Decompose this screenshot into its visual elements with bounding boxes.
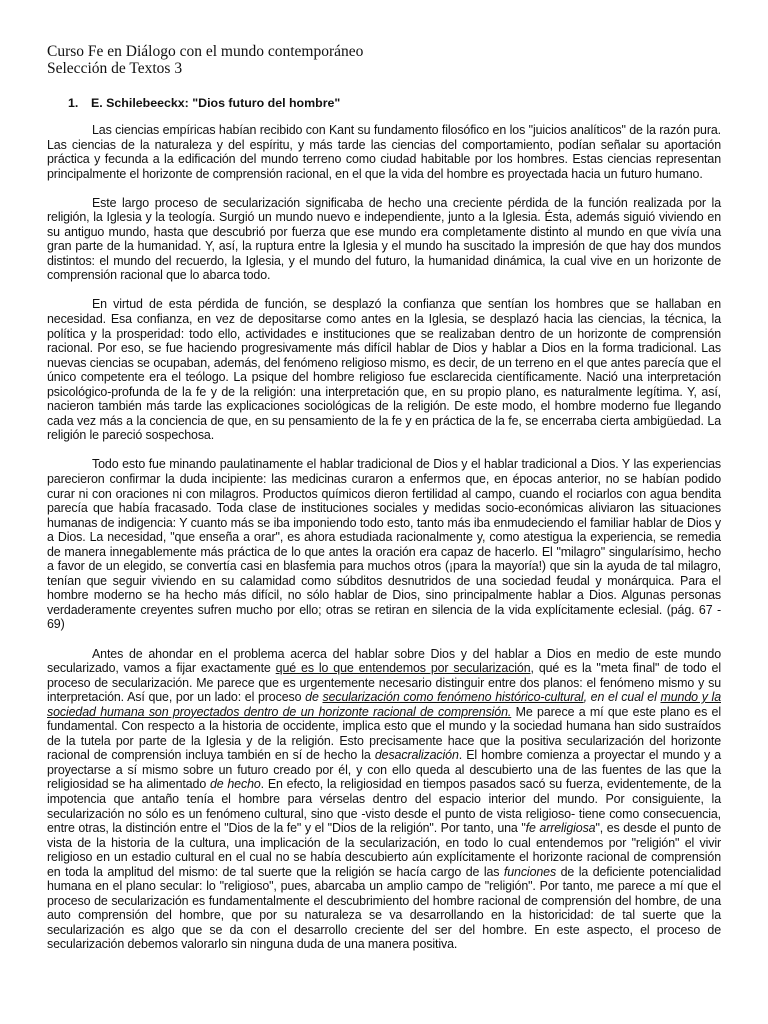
paragraph-2: Este largo proceso de secularización significaba de hecho una creciente pérdida de la función realizada por la religión, la Iglesia y la teología. Surgió un mundo nuevo e independiente, junto a la Iglesia. Ésta, además siguió viviendo en su antiguo mundo, hasta que descubrió por fuerza que ese mundo era completamente distinto al mundo en que vivía una gran parte de la humanidad. Y, así, la ruptura entre la Iglesia y el mundo ha suscitado la impresión de que hay dos mundos distintos: el mundo del recuerdo, la Iglesia, y el mundo del futuro, la humanidad dinámica, la cual vive en un horizonte de comprensión racional que lo abarca todo. (47, 195, 721, 283)
text-run: . El hombre comienza a proyectar el mundo y a proyectarse a sí mismo sobre un futuro creado por él, y con ello queda al descubierto una de las fuentes de las que la religiosidad se ha alimentado (47, 748, 721, 792)
underlined-italic-phrase: mundo y la sociedad humana son proyectados dentro de un horizonte racional de comprensión. (47, 690, 721, 719)
italic-phrase: de (305, 690, 323, 705)
italic-phrase: funciones (503, 864, 557, 879)
paragraph-4: Todo esto fue minando paulatinamente el hablar tradicional de Dios y el hablar tradicional a Dios. Y las experiencias parecieron confirmar la duda incipiente: las medicinas curaron a enfermos que, en épocas anterior, no se habían podido curar ni con oraciones ni con milagros. Productos químicos dieron fertilidad al campo, cuando el rociarlos con agua bendita parecía que había fracasado. Toda clase de instituciones sociales y medidas socio-económicas aliviaron las situaciones humanas de indigencia: Y cuanto más se iba imponiendo todo esto, tanto más iba enmudeciendo el familiar hablar de Dios y a Dios. La necesidad, "que enseña a orar", es ahora estudiada racionalmente y, como atestigua la experiencia, se remedia de manera innegablemente más práctica de lo que antes la oración era capaz de hacerlo. El "milagro" singularísimo, hecho a favor de un elegido, se convertía casi en blasfemia para muchos otros (¡para la mayoría!) que sin la ayuda de tal milagro, tenían que seguir viviendo en su calamidad como súbditos desnutridos de una sociedad feudal y monárquica. Para el hombre moderno se ha hecho más difícil, no sólo hablar de Dios, sino principalmente hablar a Dios. Algunas personas verdaderamente creyentes sufren mucho por ello; otras se retiran en silencia de la vida explícitamente eclesial. (pág. 67 - 69) (47, 457, 721, 632)
text-run: Me parece a mí que este plano es el fundamental. Con respecto a la historia de occidente, implica esto que el mundo y la sociedad humana han sido sustraídos de la tutela por parte de la Iglesia y de la religión. Esto precisamente hace que la positiva secularización del horizonte racional de comprensión incluya también en sí de hecho la (47, 704, 721, 763)
section-number: 1. (68, 96, 79, 110)
section-heading (68, 96, 721, 111)
text-run: de la deficiente potencialidad humana en el plano secular: lo "religioso", pues, abarcaba un amplio campo de "religión". Por tanto, me parece a mí que el proceso de secularización es fundamentalmente el descubrimiento del hombre racional de comprensión del hombre, de una auto comprensión del hombre, que por su naturaleza se va desarrollando en la historicidad: de tal suerte que la secularización es algo que se da con el desarrollo creciente del ser del hombre. En este aspecto, el proceso de secularización debemos valorarlo sin ninguna duda de una manera positiva. (47, 864, 721, 952)
italic-phrase: desacralización (374, 748, 459, 763)
underlined-phrase: qué es lo que entendemos por secularización (275, 661, 531, 676)
text-run: Antes de ahondar en el problema acerca del hablar sobre Dios y del hablar a Dios en medio de este mundo secularizado, vamos a fijar exactamente (47, 646, 721, 676)
selection-title: Selección de Textos 3 (47, 60, 183, 77)
text-run: , qué es la "meta final" de todo el proceso de secularización. Me parece que es urgentemente necesario distinguir entre dos planos: el fenómeno mismo y su interpretación. Así que, por un lado: el proceso (47, 661, 721, 705)
italic-phrase: de hecho (209, 777, 261, 792)
paragraph-5 (47, 647, 721, 952)
document-page (47, 43, 721, 966)
section-title: E. Schilebeeckx: "Dios futuro del hombre" (91, 96, 341, 110)
text-run: . En efecto, la religiosidad en tiempos pasados sacó su fuerza, evidentemente, de la impotencia que antaño tenía el hombre para vérselas dentro del espacio interior del mundo. Por consiguiente, la secularización no sólo es un fenómeno cultural, sino que -visto desde el punto de vista religioso- tiene como consecuencia, entre otras, la distinción entre el "Dios de la fe" y el "Dios de la religión". Por tanto, una " (47, 777, 721, 836)
paragraph-3: En virtud de esta pérdida de función, se desplazó la confianza que sentían los hombres que se hallaban en necesidad. Esa confianza, en vez de depositarse como antes en la Iglesia, se desplazó hacia las ciencias, la técnica, la política y la prosperidad: todo ello, actividades e instituciones que se realizaban dentro de un horizonte de comprensión racional. Por eso, se fue haciendo progresivamente más difícil hablar de Dios y hablar a Dios en la forma tradicional. Las nuevas ciencias se ocupaban, además, del fenómeno religioso mismo, es decir, de un terreno en el que antes parecía que el único competente era el teólogo. La psique del hombre religioso fue esclarecida científicamente. Nació una interpretación psicológico-profunda de la fe y de la religión: una interpretación que, en su propio plano, es naturalmente legítima. Y, así, nacieron también más tarde las explicaciones sociológicas de la religión. De este modo, el hombre moderno fue llegando cada vez más a la conciencia de que, en su pensamiento de la fe y en práctica de la fe, se encerraba cierta ambigüedad. La religión le pareció sospechosa. (47, 297, 721, 443)
underlined-italic-phrase: secularización como fenómeno histórico-cultural (322, 690, 584, 705)
italic-phrase: , en el cual el (583, 690, 661, 705)
paragraph-1: Las ciencias empíricas habían recibido con Kant su fundamento filosófico en los "juicios analíticos" de la razón pura. Las ciencias de la naturaleza y del espíritu, y más tarde las ciencias del comportamiento, podían señalar su aportación práctica y fecunda a la edificación del mundo terreno como ciudad habitable por los hombres. Estas ciencias representan principalmente el horizonte de comprensión racional, en el que la vida del hombre es proyectada hacia un futuro humano. (47, 123, 721, 181)
text-run: ", es desde el punto de vista de la historia de la cultura, una implicación de la secularización, en todo lo cual entendemos por "religión" el vivir religioso en un estadio cultural en el cual no se había descubierto aún explícitamente el horizonte racional de comprensión en toda la amplitud del mismo: de tal suerte que la religión se hacía cargo de las (47, 821, 721, 879)
course-title: Curso Fe en Diálogo con el mundo contemporáneo (47, 43, 364, 60)
italic-phrase: fe arreligiosa (525, 821, 596, 836)
